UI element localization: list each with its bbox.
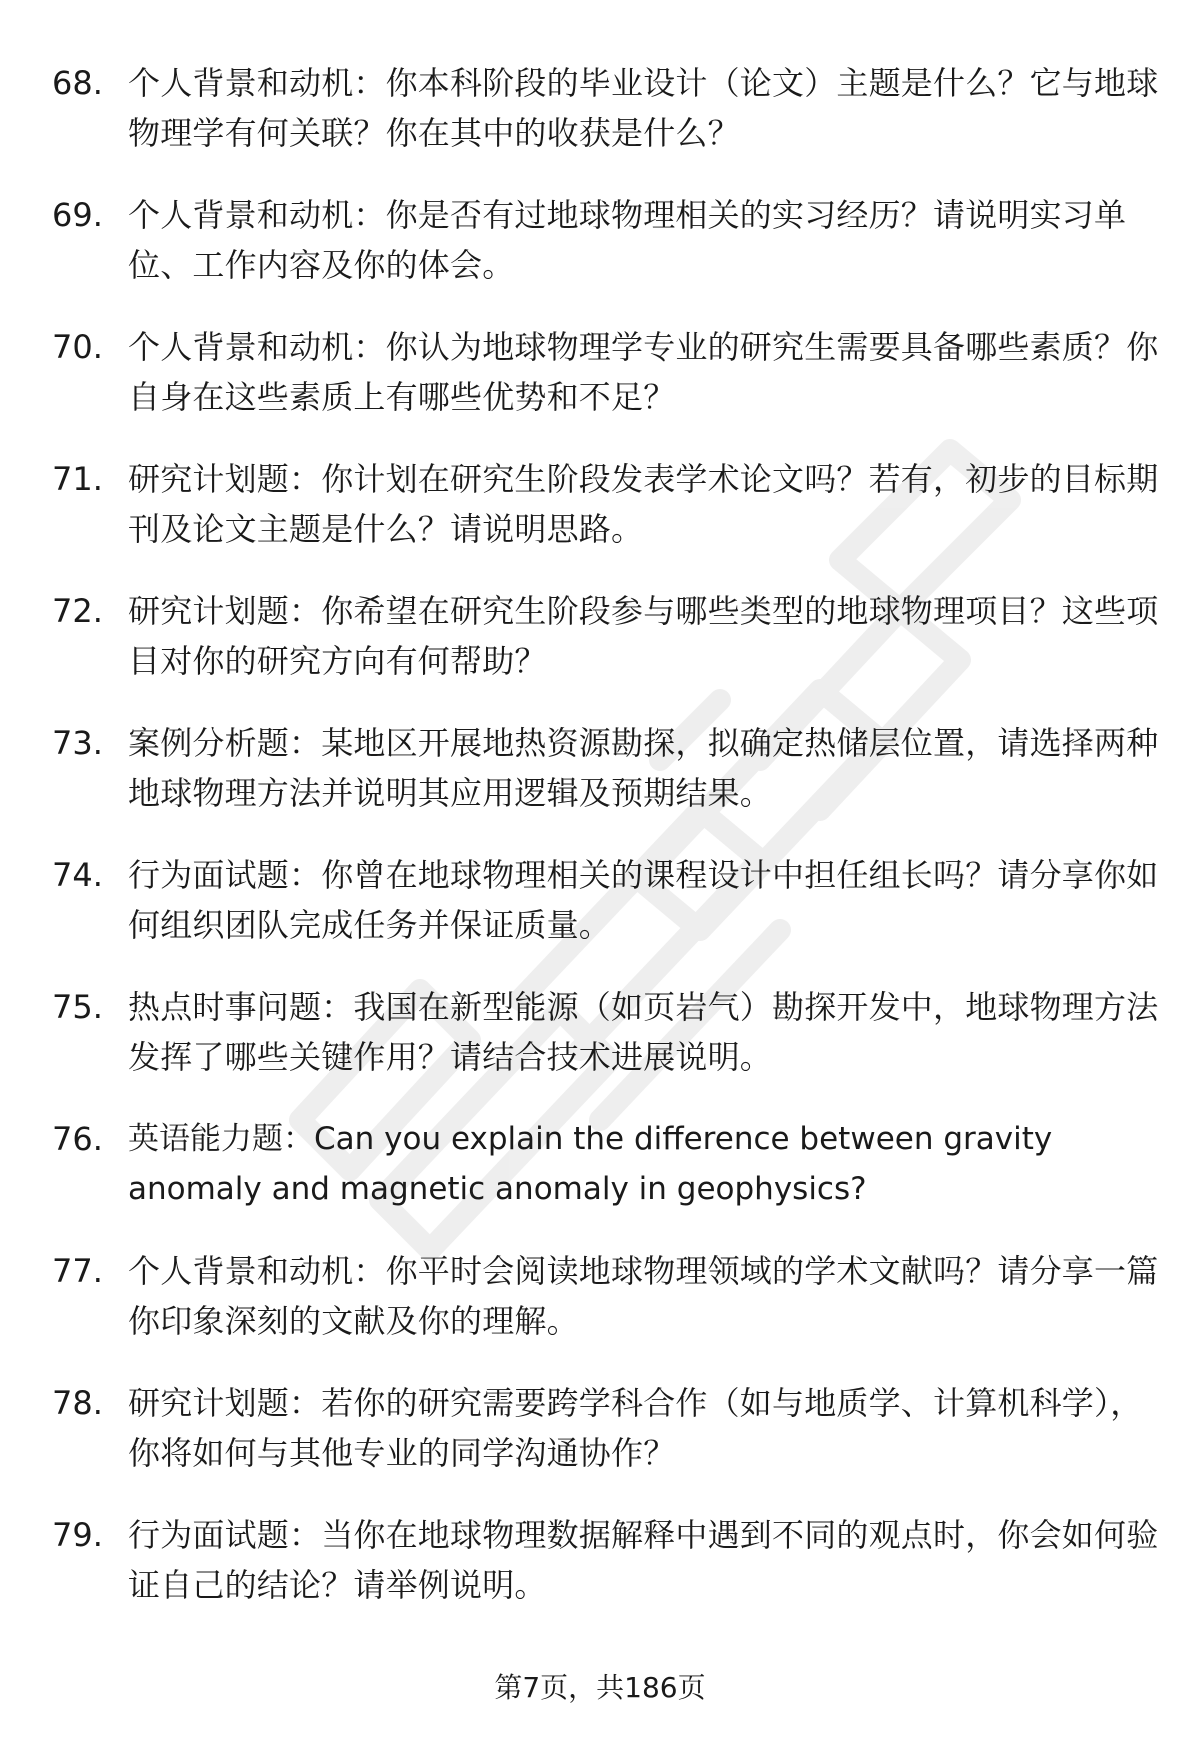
question-number: 72.: [52, 592, 103, 630]
question-text: 个人背景和动机：你是否有过地球物理相关的实习经历？请说明实习单位、工作内容及你的体会。: [128, 196, 1127, 284]
question-number: 76.: [52, 1120, 103, 1158]
question-list: [52, 58, 1162, 1642]
question-text: 研究计划题：你希望在研究生阶段参与哪些类型的地球物理项目？这些项目对你的研究方向有何帮助？: [128, 592, 1159, 680]
question-text: 行为面试题：你曾在地球物理相关的课程设计中担任组长吗？请分享你如何组织团队完成任务并保证质量。: [128, 856, 1159, 944]
page-footer: 第7页，共186页: [494, 1671, 706, 1704]
question-number: 73.: [52, 724, 103, 762]
question-item: [52, 1378, 1162, 1478]
question-item: [52, 982, 1162, 1082]
question-number: 79.: [52, 1516, 103, 1554]
question-item: [52, 718, 1162, 818]
question-item: [52, 1246, 1162, 1346]
question-item: [52, 586, 1162, 686]
question-text: 热点时事问题：我国在新型能源（如页岩气）勘探开发中，地球物理方法发挥了哪些关键作用？请结合技术进展说明。: [128, 988, 1159, 1076]
question-text: 个人背景和动机：你本科阶段的毕业设计（论文）主题是什么？它与地球物理学有何关联？你在其中的收获是什么？: [128, 64, 1159, 152]
question-item: [52, 322, 1162, 422]
question-item: [52, 1510, 1162, 1610]
question-item: [52, 190, 1162, 290]
question-text: 个人背景和动机：你认为地球物理学专业的研究生需要具备哪些素质？你自身在这些素质上有哪些优势和不足？: [128, 328, 1159, 416]
question-item: [52, 1114, 1162, 1214]
question-text: 行为面试题：当你在地球物理数据解释中遇到不同的观点时，你会如何验证自己的结论？请举例说明。: [128, 1516, 1159, 1604]
question-number: 68.: [52, 64, 103, 102]
question-number: 74.: [52, 856, 103, 894]
question-item: [52, 58, 1162, 158]
question-number: 71.: [52, 460, 103, 498]
question-number: 69.: [52, 196, 103, 234]
question-item: [52, 850, 1162, 950]
question-text: 英语能力题：Can you explain the difference between gravity anomaly and magnetic anomaly in geophysics?: [128, 1121, 1053, 1207]
question-text: 案例分析题：某地区开展地热资源勘探，拟确定热储层位置，请选择两种地球物理方法并说明其应用逻辑及预期结果。: [128, 724, 1159, 812]
question-text: 研究计划题：你计划在研究生阶段发表学术论文吗？若有，初步的目标期刊及论文主题是什么？请说明思路。: [128, 460, 1159, 548]
question-number: 70.: [52, 328, 103, 366]
question-text: 研究计划题：若你的研究需要跨学科合作（如与地质学、计算机科学），你将如何与其他专业的同学沟通协作？: [128, 1384, 1143, 1472]
question-number: 75.: [52, 988, 103, 1026]
question-item: [52, 454, 1162, 554]
question-number: 77.: [52, 1252, 103, 1290]
question-number: 78.: [52, 1384, 103, 1422]
question-text: 个人背景和动机：你平时会阅读地球物理领域的学术文献吗？请分享一篇你印象深刻的文献及你的理解。: [128, 1252, 1159, 1340]
